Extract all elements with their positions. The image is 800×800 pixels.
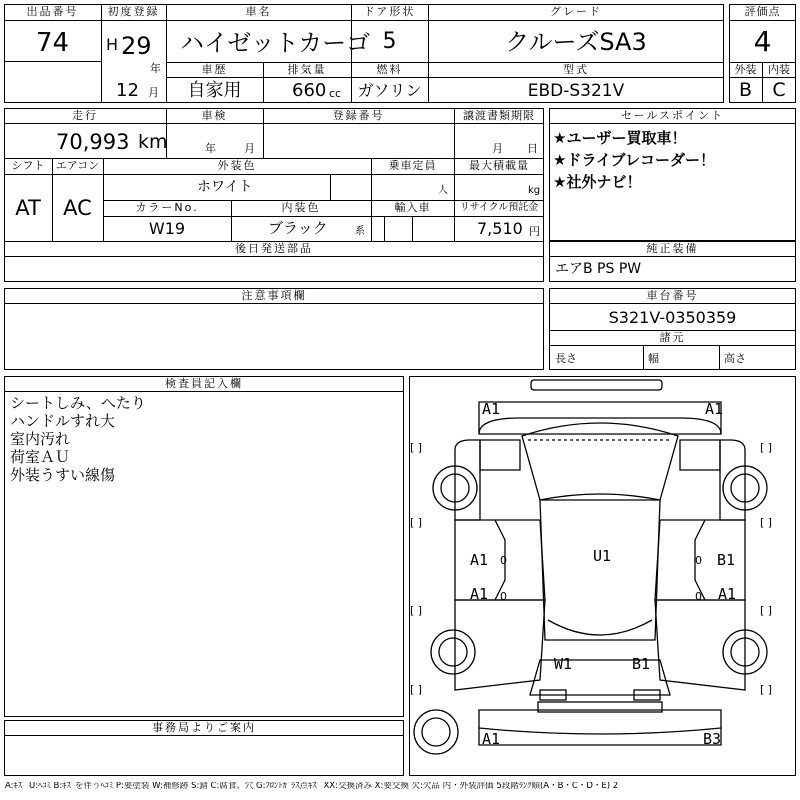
later-parts-label: 後日発送部品 <box>235 242 313 255</box>
fuel-value: ガソリン <box>357 81 422 100</box>
mileage-label: 走行 <box>72 109 98 122</box>
mark-left-front-door: A1 <box>470 551 489 569</box>
legend: A:ｷｽﾞ U:ﾍｺﾐ B:ｷｽﾞを伴うﾍｺﾐ P:要塗装 W:補修跡 S:錆 C:腐食、穴 G:ﾌﾛﾝﾄｶﾞﾗｽ点ｷｽﾞ XX:交換済み X:要交換 欠:欠品 内・外装評価 5段階ﾗﾝｸ順(A・B・C・D・E) 2 <box>5 782 619 791</box>
displacement-value: 660 <box>292 80 327 101</box>
recycle-value: 7,510 <box>477 219 523 238</box>
transfer-day-unit: 日 <box>527 142 538 155</box>
reg-month: 12 <box>116 80 139 101</box>
mileage-value: 70,993 <box>56 130 130 154</box>
import-label: 輸入車 <box>394 201 431 214</box>
reg-year: 29 <box>121 32 152 60</box>
transfer-month-unit: 月 <box>492 142 503 155</box>
cc-unit: cc <box>329 87 342 100</box>
grade-label: グレード <box>550 5 602 18</box>
bracket-6: [ ] <box>760 604 773 617</box>
zero-2: 0 <box>500 590 507 603</box>
mark-left-rear-door: A1 <box>470 585 489 603</box>
mark-front-left: A1 <box>482 400 501 418</box>
mark-right-front-door: B1 <box>717 551 736 569</box>
fuel-label: 燃料 <box>376 63 403 76</box>
bracket-1: [ ] <box>410 441 423 454</box>
zero-1: 0 <box>500 554 507 567</box>
width-label: 幅 <box>648 352 659 365</box>
zero-4: 0 <box>695 590 702 603</box>
ac-value: AC <box>63 196 92 220</box>
color-no-value: W19 <box>148 219 186 238</box>
yen-unit: 円 <box>529 225 540 238</box>
year-unit: 年 <box>150 62 161 75</box>
color-no-label: カラーNo. <box>135 201 199 214</box>
office-label: 事務局よりご案内 <box>152 721 256 734</box>
first-reg-label: 初度登録 <box>107 5 160 18</box>
model-value: EBD-S321V <box>527 81 625 101</box>
ext-score-label: 外装 <box>734 63 757 76</box>
int-color-suffix: 系 <box>355 226 365 237</box>
equipment-label: 純正装備 <box>646 242 699 255</box>
inspector-label: 検査員記入欄 <box>165 377 243 390</box>
color-value: ホワイト <box>197 179 253 195</box>
inspection-year-unit: 年 <box>205 142 216 155</box>
sales-point-2: ★ドライブレコーダー！ <box>553 151 715 169</box>
inspector-line-4: 荷室ＡＵ <box>10 448 71 466</box>
history-label: 車歴 <box>201 63 228 76</box>
month-unit: 月 <box>148 86 159 99</box>
car-diagram <box>409 376 796 776</box>
ext-score: B <box>738 79 753 101</box>
km-unit: km <box>138 131 168 153</box>
zero-3: 0 <box>695 554 702 567</box>
mark-bottom-right: B3 <box>703 730 722 748</box>
chassis-label: 車台番号 <box>646 289 699 302</box>
mark-roof: U1 <box>593 547 612 565</box>
int-score-label: 内装 <box>768 63 790 76</box>
ac-label: エアコン <box>55 159 100 172</box>
int-score: C <box>772 79 786 101</box>
sales-point-3: ★社外ナビ！ <box>553 173 642 191</box>
equipment-value: エアB PS PW <box>555 261 642 277</box>
displacement-label: 排気量 <box>287 63 327 76</box>
capacity-label: 乗車定員 <box>388 159 437 172</box>
model-label: 型式 <box>563 63 589 76</box>
load-label: 最大積載量 <box>469 159 529 172</box>
bracket-7: [ ] <box>410 683 423 696</box>
bracket-3: [ ] <box>410 516 423 529</box>
name-label: 車名 <box>245 5 272 18</box>
capacity-unit: 人 <box>438 185 448 196</box>
inspector-line-1: シートしみ、へたり <box>10 394 146 412</box>
car-name: ハイゼットカーゴ <box>180 29 371 57</box>
mark-rear-left: W1 <box>554 655 573 673</box>
bracket-5: [ ] <box>410 604 423 617</box>
bracket-4: [ ] <box>760 516 773 529</box>
inspection-label: 車検 <box>201 109 228 122</box>
height-label: 高さ <box>724 352 746 365</box>
lot-label: 出品番号 <box>26 5 79 18</box>
mark-rear-right: B1 <box>632 655 651 673</box>
doors-value: 5 <box>382 29 397 54</box>
recycle-label: リサイクル預託金 <box>459 202 539 213</box>
mark-right-rear: A1 <box>718 585 737 603</box>
shift-label: シフト <box>11 159 45 172</box>
bracket-2: [ ] <box>760 441 773 454</box>
lot-number: 74 <box>35 28 70 58</box>
history-value: 自家用 <box>187 80 242 101</box>
mark-front-right: A1 <box>705 400 724 418</box>
score-label: 評価点 <box>744 5 781 18</box>
era: H <box>106 35 119 54</box>
chassis-number: S321V-0350359 <box>608 308 737 327</box>
inspector-line-3: 室内汚れ <box>10 430 71 448</box>
notes-label: 注意事項欄 <box>241 289 307 302</box>
score-value: 4 <box>753 25 772 58</box>
load-unit: kg <box>528 185 541 196</box>
mark-bottom-left: A1 <box>482 730 501 748</box>
shift-value: AT <box>15 196 41 220</box>
reg-no-label: 登録番号 <box>332 109 385 122</box>
grade-value: クルーズSA3 <box>505 28 647 56</box>
bracket-8: [ ] <box>760 683 773 696</box>
color-label: 外装色 <box>217 159 257 172</box>
sales-point-1: ★ユーザー買取車！ <box>553 129 687 147</box>
length-label: 長さ <box>555 352 577 365</box>
transfer-label: 譲渡書類期限 <box>463 109 535 122</box>
inspector-line-2: ハンドルすれ大 <box>10 412 116 430</box>
int-color-label: 内装色 <box>281 201 321 214</box>
dims-label: 諸元 <box>659 331 686 344</box>
int-color-value: ブラック <box>268 219 328 237</box>
doors-label: ドア形状 <box>363 5 416 18</box>
inspector-line-5: 外装うすい線傷 <box>10 466 116 484</box>
inspection-month-unit: 月 <box>244 142 255 155</box>
sales-point-label: セールスポイント <box>620 109 724 122</box>
